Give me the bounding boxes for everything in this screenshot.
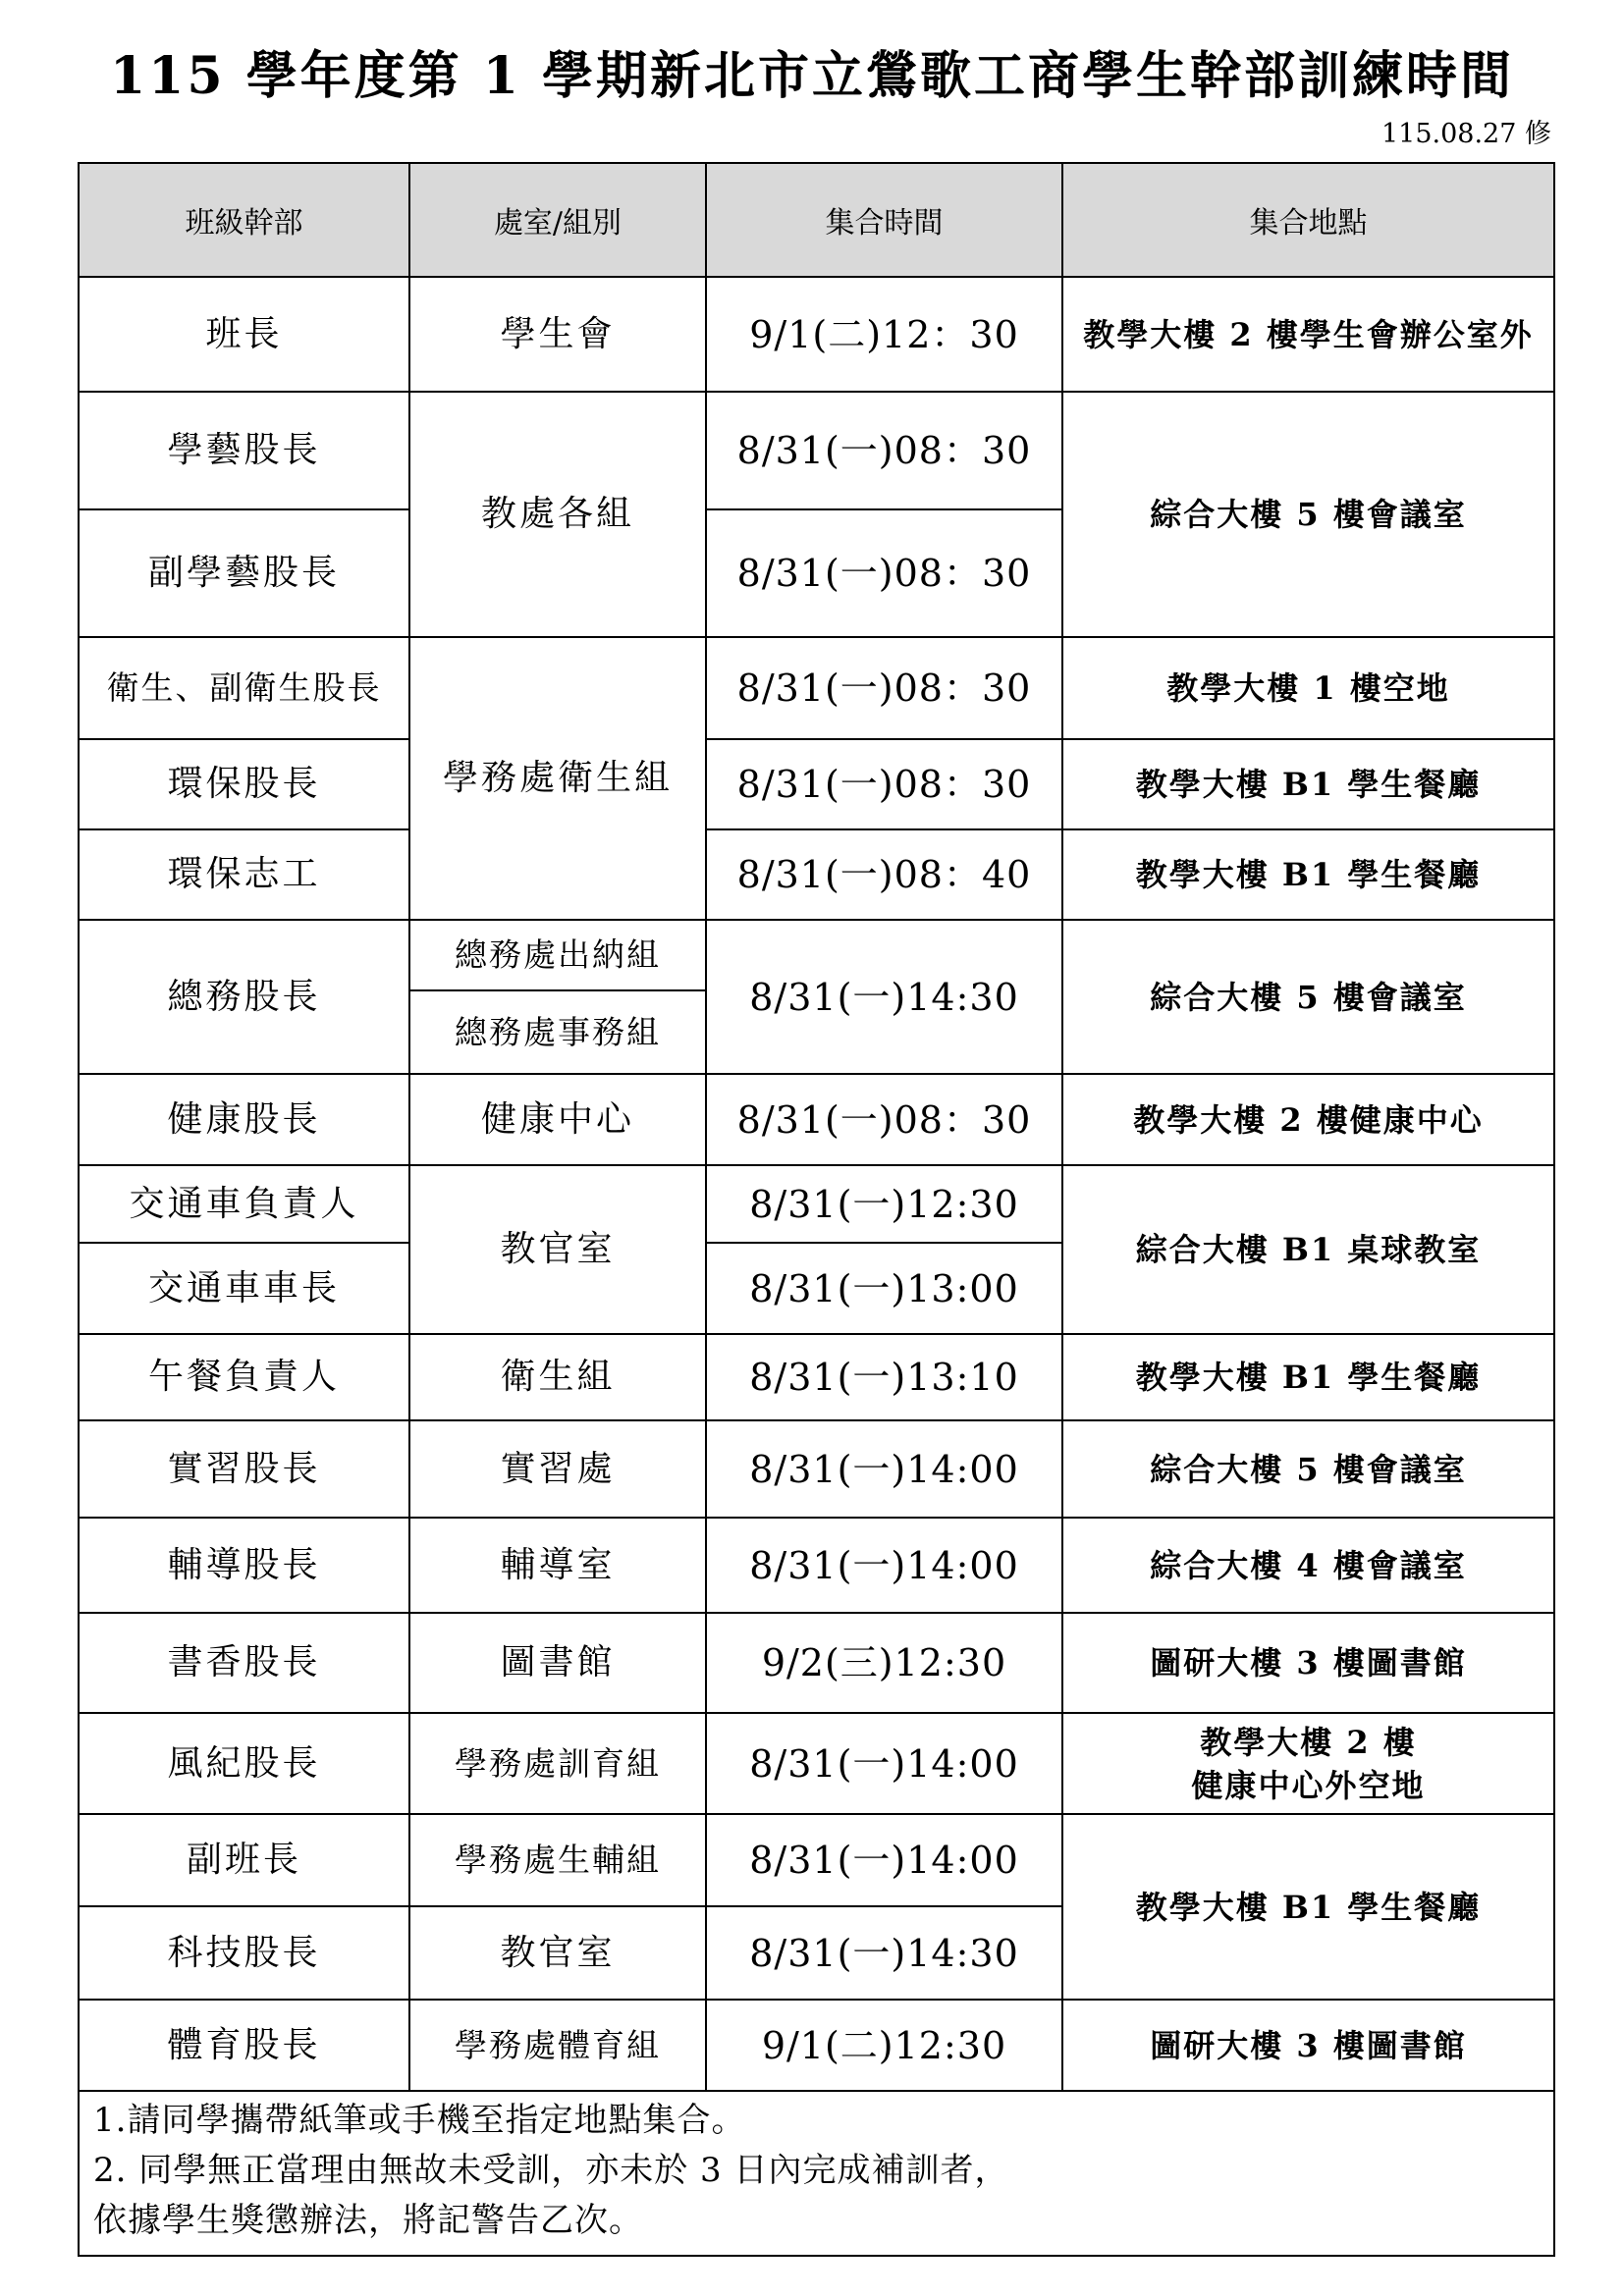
office-cell: 學務處衛生組: [409, 637, 706, 920]
revision-date: 115.08.27 修: [1381, 119, 1551, 149]
time-cell: 8/31(一)14:30: [706, 920, 1062, 1074]
header-cadre: 班級幹部: [79, 163, 409, 277]
note-line-1: 1.請同學攜帶紙筆或手機至指定地點集合。: [93, 2101, 746, 2140]
office-cell: 教官室: [409, 1165, 706, 1334]
time-cell: 9/1(二)12：30: [706, 277, 1062, 392]
place-cell: 綜合大樓 B1 桌球教室: [1062, 1165, 1554, 1334]
table-row: [79, 920, 1554, 990]
table-row: [79, 637, 1554, 739]
office-cell: 總務處出納組: [409, 920, 706, 990]
office-cell: 學務處生輔組: [409, 1814, 706, 1906]
note-line-3: 依據學生獎懲辦法，將記警告乙次。: [93, 2201, 643, 2240]
notes-cell: [79, 2091, 1554, 2256]
office-cell: 教官室: [409, 1906, 706, 2000]
table-row: [79, 1074, 1554, 1165]
place-line-1: 教學大樓 2 樓: [1200, 1723, 1417, 1761]
time-cell: 8/31(一)08：40: [706, 829, 1062, 920]
table-row: [79, 392, 1554, 509]
table-row: [79, 1334, 1554, 1420]
office-cell: 實習處: [409, 1420, 706, 1518]
notes-row: [79, 2091, 1554, 2256]
office-cell: 圖書館: [409, 1613, 706, 1713]
cadre-cell: 科技股長: [79, 1906, 409, 2000]
table-row: [79, 1713, 1554, 1814]
place-cell: 綜合大樓 4 樓會議室: [1062, 1518, 1554, 1613]
time-cell: 9/2(三)12:30: [706, 1613, 1062, 1713]
cadre-cell: 實習股長: [79, 1420, 409, 1518]
cadre-cell: 體育股長: [79, 2000, 409, 2091]
office-cell: 輔導室: [409, 1518, 706, 1613]
training-schedule-table: [78, 162, 1555, 2257]
place-cell: [1062, 1713, 1554, 1814]
table-header-row: [79, 163, 1554, 277]
place-cell: 綜合大樓 5 樓會議室: [1062, 392, 1554, 637]
place-cell: 教學大樓 1 樓空地: [1062, 637, 1554, 739]
time-cell: 8/31(一)14:30: [706, 1906, 1062, 2000]
cadre-cell: 副班長: [79, 1814, 409, 1906]
table-row: [79, 277, 1554, 392]
place-line-2: 健康中心外空地: [1191, 1766, 1426, 1804]
place-cell: 教學大樓 2 樓健康中心: [1062, 1074, 1554, 1165]
time-cell: 8/31(一)13:10: [706, 1334, 1062, 1420]
header-time: 集合時間: [706, 163, 1062, 277]
table-row: [79, 829, 1554, 920]
place-cell: 綜合大樓 5 樓會議室: [1062, 1420, 1554, 1518]
place-cell: 綜合大樓 5 樓會議室: [1062, 920, 1554, 1074]
cadre-cell: 輔導股長: [79, 1518, 409, 1613]
time-cell: 8/31(一)08：30: [706, 1074, 1062, 1165]
cadre-cell: 風紀股長: [79, 1713, 409, 1814]
table-row: [79, 739, 1554, 829]
header-office: 處室/組別: [409, 163, 706, 277]
cadre-cell: 總務股長: [79, 920, 409, 1074]
table-row: [79, 1165, 1554, 1243]
cadre-cell: 副學藝股長: [79, 509, 409, 637]
time-cell: 8/31(一)08：30: [706, 392, 1062, 509]
note-line-2: 2. 同學無正當理由無故未受訓，亦未於 3 日內完成補訓者，: [93, 2151, 1009, 2190]
office-cell: 總務處事務組: [409, 990, 706, 1074]
place-cell: 教學大樓 B1 學生餐廳: [1062, 829, 1554, 920]
office-cell: 教處各組: [409, 392, 706, 637]
place-cell: 教學大樓 B1 學生餐廳: [1062, 1814, 1554, 2000]
place-cell: 教學大樓 2 樓學生會辦公室外: [1062, 277, 1554, 392]
table-row: [79, 2000, 1554, 2091]
place-cell: 圖研大樓 3 樓圖書館: [1062, 2000, 1554, 2091]
office-cell: 健康中心: [409, 1074, 706, 1165]
table-row: [79, 1814, 1554, 1906]
place-cell: 教學大樓 B1 學生餐廳: [1062, 1334, 1554, 1420]
table-row: [79, 1518, 1554, 1613]
time-cell: 8/31(一)14:00: [706, 1518, 1062, 1613]
cadre-cell: 衛生、副衛生股長: [79, 637, 409, 739]
place-cell: 教學大樓 B1 學生餐廳: [1062, 739, 1554, 829]
office-cell: 學務處體育組: [409, 2000, 706, 2091]
time-cell: 8/31(一)08：30: [706, 509, 1062, 637]
time-cell: 8/31(一)08：30: [706, 637, 1062, 739]
cadre-cell: 午餐負責人: [79, 1334, 409, 1420]
time-cell: 9/1(二)12:30: [706, 2000, 1062, 2091]
cadre-cell: 健康股長: [79, 1074, 409, 1165]
cadre-cell: 班長: [79, 277, 409, 392]
cadre-cell: 學藝股長: [79, 392, 409, 509]
table-row: [79, 1420, 1554, 1518]
header-place: 集合地點: [1062, 163, 1554, 277]
time-cell: 8/31(一)14:00: [706, 1420, 1062, 1518]
cadre-cell: 環保志工: [79, 829, 409, 920]
office-cell: 學生會: [409, 277, 706, 392]
office-cell: 衛生組: [409, 1334, 706, 1420]
office-cell: 學務處訓育組: [409, 1713, 706, 1814]
time-cell: 8/31(一)14:00: [706, 1814, 1062, 1906]
page-title: 115 學年度第 1 學期新北市立鶯歌工商學生幹部訓練時間: [109, 46, 1515, 106]
cadre-cell: 交通車負責人: [79, 1165, 409, 1243]
time-cell: 8/31(一)13:00: [706, 1243, 1062, 1334]
table-row: [79, 1613, 1554, 1713]
time-cell: 8/31(一)12:30: [706, 1165, 1062, 1243]
time-cell: 8/31(一)14:00: [706, 1713, 1062, 1814]
cadre-cell: 書香股長: [79, 1613, 409, 1713]
cadre-cell: 環保股長: [79, 739, 409, 829]
place-cell: 圖研大樓 3 樓圖書館: [1062, 1613, 1554, 1713]
time-cell: 8/31(一)08：30: [706, 739, 1062, 829]
cadre-cell: 交通車車長: [79, 1243, 409, 1334]
